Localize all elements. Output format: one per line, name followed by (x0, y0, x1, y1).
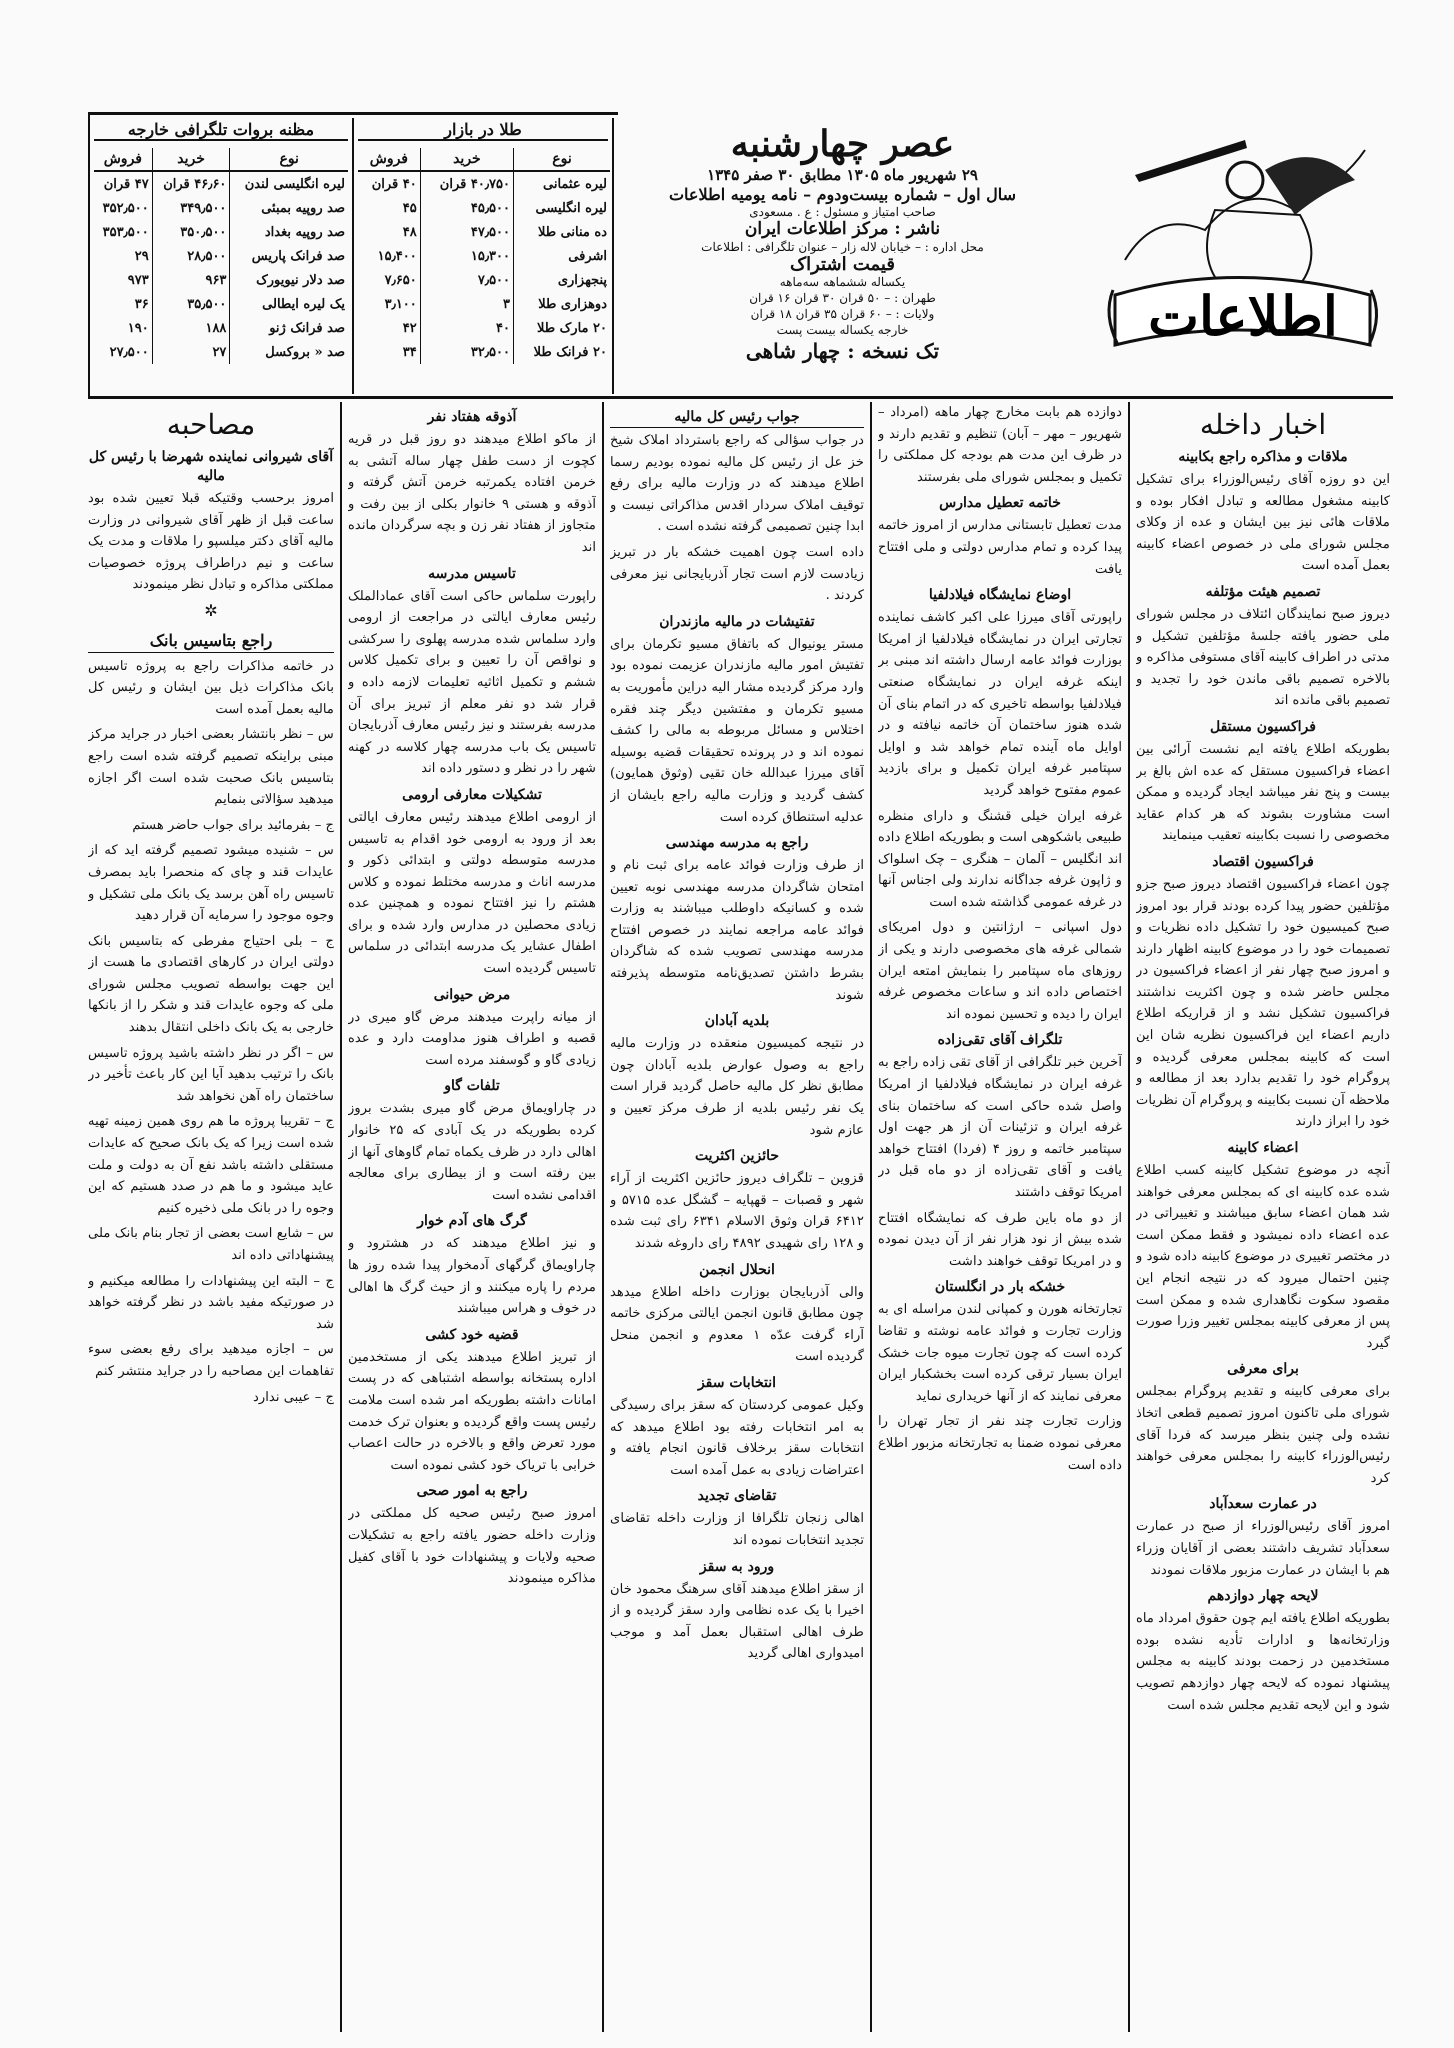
masthead-date: ۲۹ شهریور ماه ۱۳۰۵ مطابق ۳۰ صفر ۱۳۴۵ (707, 166, 978, 184)
article-body: راپورتی آقای میرزا علی اکبر کاشف نماینده تجارتی ایران در نمایشگاه فیلادلفیا از امریکا بوزارت فوائد عامه ارسال داشته اند مبنی بر اینکه غرفه ایران در نمایشگاه صنعتی فیلادلفیا بواسطه تاخیری که در اتمام بنای آن شده هنوز ساختمان آن خاتمه نیافته و در اوایل ماه آینده تمام خواهد شد و اوایل سپتامبر غرفه ایران تکمیل و برای بازدید عموم مفتوح خواهد گردید (878, 610, 1122, 798)
table-cell: لیره انگلیسی لندن (230, 171, 348, 196)
article-body: مدت تعطیل تابستانی مدارس از امروز خاتمه پیدا کرده و تمام مدارس دولتی و ملی افتتاح یافت (878, 518, 1122, 577)
article-title: اوضاع نمایشگاه فیلادلفیا (928, 587, 1072, 604)
table-cell: ۳۵۰٫۵۰۰ (152, 220, 230, 244)
article-body: در چاراویماق مرض گاو میری بشدت بروز کرده بطوریکه در یک آبادی که ۲۵ خانوار اهالی دارد در ظرف یکماه تمام گاوهای آنها از بین رفته است و از بیطاری برای معالجه اقدامی نشده است (348, 1101, 596, 1203)
table-cell: صد روپیه بغداد (230, 220, 348, 244)
article-body: والی آذربایجان بوزارت داخله اطلاع میدهد چون مطابق قانون انجمن ایالتی مرکزی خاتمه آراء گرفت عدّه ۱ معدوم و انجمن منحل گردیده است (610, 1284, 864, 1365)
column-header: فروش (358, 148, 420, 171)
table-cell: ۳ (420, 292, 513, 316)
table-row (94, 340, 348, 364)
article-body: دوازده هم بابت مخارج چهار ماهه (امرداد – شهریور – مهر – آبان) تنظیم و تقدیم دارند و در ظرف این مدت هم بودجه کل مملکتی را تکمیل و بمجلس شورای ملی بفرستند (878, 405, 1122, 485)
table-cell: ۴۶٫۶۰ قران (152, 171, 230, 196)
article-title: راجع به مدرسه مهندسی (665, 835, 809, 852)
table-cell: ۹۷۳ (127, 272, 149, 288)
table-cell: ۲۰ مارک طلا (514, 316, 610, 340)
table-row (94, 268, 348, 292)
article-title: لایحه چهار دوازدهم (1207, 1588, 1319, 1605)
gold-prices-table (358, 148, 610, 364)
article-body: در نتیجه کمیسیون منعقده در وزارت مالیه راجع به وصول عوارض بلدیه آبادان چون مطابق نظر کل مالیه حاصل گردید قرار است یک نفر رئیس بلدیه از طرف مرکز تعیین و عازم شود (610, 1036, 864, 1138)
table-cell: ۴۰ قران (371, 176, 417, 192)
table-row (358, 196, 610, 220)
article-body: بطوریکه اطلاع یافته ایم نشست آرائی بین اعضاء فراکسیون مستقل که عده اش بالغ بر بیست و پنج نفر میباشد ایجاد گردیده و ممکن است مشاورت بشوند که هر کدام عقاید مخصوصی را نسبت بکابینه تعقیب مینمایند (1136, 741, 1390, 844)
tables-divider (352, 118, 354, 394)
interview-answer: ج – البته این پیشنهادات را مطالعه میکنیم و در صورتیکه مفید باشد در نظر گرفته خواهد شد (88, 1273, 334, 1332)
table-row (358, 220, 610, 244)
column-interview (88, 402, 334, 2032)
article-body: تجارتخانه هورن و کمپانی لندن مراسله ای به وزارت تجارت و فوائد عامه نوشته و تقاضا کرده است که چون تجارت میوه جات خشک ایران بسیار ترقی کرده است بخشکبار ایران معرفی نمایند که از آنها خریداری نماید (878, 1302, 1122, 1404)
interview-answer: ج – بفرمائید برای جواب حاضر هستم (132, 817, 334, 833)
fx-rates-table (94, 148, 348, 364)
article-body: از ارومی اطلاع میدهند رئیس معارف ایالتی بعد از ورود به ارومی خود اقدام به تاسیس مدرسه متوسطه دولتی و ابتدائی ذکور و مدرسه اناث و مدرسه مختلط نموده و کلاس هشتم را نیز افتتاح نموده و همچنین عده زیادی محصلین در مدارس وارد شده و برای اطفال عشایر یک مدرسه ابتدائی در سلماس تاسیس گردیده است (348, 809, 596, 977)
table-cell: صد فرانک ژنو (230, 316, 348, 340)
article-title: گرگ های آدم خوار (417, 1213, 527, 1230)
interview-answer: ج – بلی احتیاج مفرطی که بتاسیس بانک دولتی ایران در کارهای اقتصادی ما هست از این جهت بواسطه تصویب مجلس شورای ملی که وجوه عایدات قند و شکر را از بانکها خارجی به یک بانک داخلی انتقال بدهند (88, 933, 334, 1036)
subscription-header: یکساله ششماهه سه‌ماهه (779, 275, 906, 289)
table-cell: اشرفی (514, 244, 610, 268)
table-row (358, 340, 610, 364)
article-body: امروز برحسب وقتیکه قبلا تعیین شده بود ساعت قبل از ظهر آقای شیروانی در وزارت مالیه آقای دکتر میلسپو را ملاقات و مدت یک ساعت و نیم دراطراف پروژه خصوصیات مملکتی مذاکره و تبادل نظر مینمودند (88, 491, 334, 593)
column-header: خرید (420, 148, 513, 171)
table-cell: ۲۹ (134, 248, 149, 264)
article-body: از تبریز اطلاع میدهند یکی از مستخدمین اداره پستخانه بواسطه اشتباهی که در پست امانات داشته بطوریکه امر شده است ملامت رئیس پست واقع گردیده و بعنوان ترک خدمت مورد تعرض واقع و بالاخره در حالت اعصاب خرابی با تریاک خود کشی نموده است (348, 1349, 596, 1473)
article-title: قضیه خود کشی (425, 1326, 519, 1343)
article-title: مرض حیوانی (433, 986, 511, 1003)
table-row (358, 292, 610, 316)
table-cell: ۳٫۱۰۰ (384, 296, 417, 312)
article-title: تلفات گاو (444, 1078, 500, 1095)
table-row (358, 268, 610, 292)
table-cell: دوهزاری طلا (514, 292, 610, 316)
interview-subheading: آقای شیروانی نماینده شهرضا با رئیس کل مالیه (88, 449, 334, 484)
article-body: اهالی زنجان تلگرافا از وزارت داخله تقاضای تجدید انتخابات نموده اند (610, 1511, 864, 1548)
article-body: از دو ماه باین طرف که نمایشگاه افتتاح شده بیش از نود هزار نفر از آن دیدن نموده و در امریکا توقف خواهند داشت (878, 1210, 1122, 1269)
star-ornament-icon: ✲ (204, 600, 218, 620)
section-heading: مصاحبه (166, 408, 256, 441)
article-title: راجع به امور صحی (416, 1483, 528, 1500)
masthead-info (615, 122, 1070, 397)
article-body: دیروز صبح نمایندگان ائتلاف در مجلس شورای ملی حضور یافته جلسهٔ مؤتلفین تشکیل و مدتی در اطراف کابینه آقای مستوفی مذاکره و بالاخره تصمیم باقی ماندن خود را تجدید و تصمیم باقی مانده اند (1136, 606, 1390, 709)
masthead-top-rule (88, 112, 618, 115)
article-title: راجع بتاسیس بانک (88, 630, 334, 653)
article-body: چون اعضاء فراکسیون اقتصاد دیروز صبح جزو مؤتلفین حضور پیدا کرده بودند قرار بود امروز صبح کمیسیون خود را تشکیل داده نظریات و تصمیمات خود را در موضوع کابینه اظهار دارند و امروز صبح چهار نفر از اعضاء فراکسیون در مجلس حاضر شده و چون اکثریت نداشتند فراکسیون تشکیل نشد و از قراریکه اطلاع داریم اعضاء این فراکسیون نظریه شان این است که کابینه بمجلس معرفی گردیده و پروگرام خود را تقدیم بدارد بعد از مطالعه و ملاحظه آن نسبت بکابینه و پروگرام آن نظریات خود را ابراز دارند (1136, 876, 1390, 1130)
article-body: مستر یونیوال که باتفاق مسیو تکرمان برای تفتیش امور مالیه مازندران عزیمت نموده بود وارد مرکز گردیده مشار الیه دراین مأموریت به مسیو تکرمان و مفتشین دیگر چند فقره اختلاس و مسائل مربوطه به مالی را کشف نموده اند و در پرونده تحقیقات قضیه بوسیله آقای میرزا عبدالله خان تقیی (وثوق همایون) کشف گردید و وزارت مالیه راجع بایشان از عدلیه استنطاق کرده است (610, 636, 864, 825)
article-title: تشکیلات معارفی ارومی (402, 786, 542, 803)
article-title: خشکه بار در انگلستان (934, 1279, 1066, 1296)
table-cell: ۴۲ (402, 320, 417, 336)
table-cell: ۲۷٫۵۰۰ (109, 344, 149, 360)
interview-answer: ج – عیبی ندارد (253, 1389, 334, 1405)
table-cell: صد « بروکسل (230, 340, 348, 364)
table-row (358, 316, 610, 340)
article-body: در خاتمه مذاکرات راجع به پروژه تاسیس بانک مذاکرات ذیل بین ایشان و رئیس کل مالیه بعمل آمده است (88, 658, 334, 717)
table-cell: ۴۰٫۷۵۰ قران (420, 171, 513, 196)
article-body: آخرین خبر تلگرافی از آقای تقی زاده راجع به غرفه ایران در نمایشگاه فیلادلفیا از امریکا واصل شده حاکی است که ساختمان بنای غرفه ایران و تزئینات آن از هر جهت اول سپتامبر خاتمه و روز ۴ (فردا) افتتاح خواهد یافت و آقای تقی‌زاده از دو ماه قبل در امریکا توقف داشتند (878, 1055, 1122, 1200)
interview-answer: ج – تقریبا پروژه ما هم روی همین زمینه تهیه شده است زیرا که یک بانک صحیح که عایدات مستقلی داشته باشد نفع آن به دولت و ملت عاید میشود و ما هم در صدد هستیم که این وجوه را در بانک ملی ذخیره کنیم (88, 1114, 334, 1216)
article-body: از میانه راپرت میدهند مرض گاو میری در قصبه و اطراف هنوز مداومت دارد و عده زیادی گاو و گوسفند مرده است (348, 1009, 596, 1068)
table-cell: لیره انگلیسی (514, 196, 610, 220)
article-title: تاسیس مدرسه (428, 565, 516, 582)
article-body: در جواب سؤالی که راجع باسترداد املاک شیخ خز عل از رئیس کل مالیه نموده بودیم رسما اطلاع میدهند که در وزارت مالیه برای رفع توقیف املاک سردار اقدس مذاکراتی نیست و ابدا چنین تصمیمی گرفته نشده است . (610, 433, 864, 535)
table-cell: صد فرانک پاریس (230, 244, 348, 268)
subscription-abroad: خارجه یکساله بیست پست (776, 323, 909, 337)
masthead-owner: صاحب امتیاز و مسئول : ع . مسعودی (749, 205, 936, 219)
article-title: اعضاء کابینه (1227, 1140, 1299, 1157)
article-title: تلگراف آقای تقی‌زاده (937, 1032, 1063, 1049)
table-cell: ۷٫۵۰۰ (420, 268, 513, 292)
fx-table-title: مظنه بروات تلگرافی خارجه (94, 120, 348, 141)
table-cell: صد روپیه بمبئی (230, 196, 348, 220)
subscription-tehran: طهران : – ۵۰ قران ۳۰ قران ۱۶ قران (749, 291, 936, 305)
table-row (94, 316, 348, 340)
article-title: ملاقات و مذاکره راجع بکابینه (1178, 449, 1348, 465)
article-body: وزارت تجارت چند نفر از تجار تهران را معرفی نموده ضمنا به تجارتخانه مزبور اطلاع داده است (878, 1414, 1122, 1473)
column-header: فروش (94, 148, 152, 171)
article-title: فراکسیون اقتصاد (1212, 853, 1314, 870)
masthead-divider (612, 118, 614, 394)
table-cell: ۴۵ (402, 200, 417, 216)
column-header: نوع (514, 148, 610, 171)
table-cell: ۱۵٫۳۰۰ (420, 244, 513, 268)
article-title: تصمیم هیئت مؤتلفه (1205, 583, 1321, 600)
table-cell: ۳۶ (134, 296, 149, 312)
single-copy-price: تک نسخه : چهار شاهی (745, 339, 940, 363)
interview-question: س – اگر در نظر داشته باشید پروژه تاسیس بانک را ترتیب بدهید آیا این کار باعث تأخیر در ساختمان راه آهن نخواهد شد (88, 1045, 334, 1104)
table-cell: ۳۴ (402, 344, 417, 360)
table-cell: ده منانی طلا (514, 220, 610, 244)
table-row (94, 220, 348, 244)
table-cell: ۴۷ قران (103, 176, 149, 192)
article-body: آنچه در موضوع تشکیل کابینه کسب اطلاع شده عده کابینه ای که بمجلس معرفی خواهند شد همان اعضاء سابق میباشند و تغییراتی در عده اعضاء داده نمیشود و فقط ممکن است در مختصر تغییری در موضوع کابینه داده شود و چنین احتمال میرود که در نتیجه انجام این مقصود سکوت نگاهداری شده و ممکن است پس از معرفی کابینه بمجلس تغییر وزرا صورت گیرد (1136, 1163, 1390, 1351)
article-title: خاتمه تعطیل مدارس (939, 495, 1061, 512)
table-cell: ۴۵٫۵۰۰ (420, 196, 513, 220)
column-header: خرید (152, 148, 230, 171)
table-row (94, 196, 348, 220)
article-body: قزوین – تلگراف دیروز حائزین اکثریت از آراء شهر و قصبات – قهپایه – گشگل عده ۵۷۱۵ و ۶۴۱۲ قران وثوق الاسلام ۶۳۴۱ رای ثبت شده و ۱۲۸ رای شهیدی ۴۸۹۲ رای داروغه شدند (610, 1171, 864, 1251)
masthead-day-title: عصر چهارشنبه (730, 123, 955, 165)
table-cell: لیره عثمانی (514, 171, 610, 196)
column-rule (602, 402, 604, 2032)
article-title: ورود به سقز (699, 1558, 775, 1575)
article-body: از سقز اطلاع میدهند آقای سرهنگ محمود خان اخیرا با یک عده نظامی وارد سقز گردیده و از طرف اهالی استقبال بعمل آمد و موجب امیدواری اهالی گردید (610, 1581, 864, 1662)
article-title: تقاضای تجدید (697, 1488, 777, 1505)
table-cell: ۲۰ فرانک طلا (514, 340, 610, 364)
table-cell: ۱۵٫۴۰۰ (377, 248, 417, 264)
masthead-office: محل اداره : – خیابان لاله زار – عنوان تلگرافی : اطلاعات (701, 240, 984, 254)
article-title: تفتیشات در مالیه مازندران (659, 613, 815, 630)
table-cell: ۱۸۸ (152, 316, 230, 340)
article-body: از ماکو اطلاع میدهند دو روز قبل در قریه کچوت از دست طفل چهار ساله آتشی به خرمن افتاده یکمرتبه خرمن آتش گرفته و آذوقه و هستی ۹ خانوار بکلی از بین رفت و متجاوز از هفتاد نفر زن و بچه سرگردان مانده اند (348, 432, 596, 555)
masthead-issue: سال اول – شماره بیست‌ودوم – نامه یومیه اطلاعات (668, 185, 1017, 204)
table-cell: ۴۸ (402, 224, 417, 240)
table-cell: ۳۵٫۵۰۰ (152, 292, 230, 316)
table-cell: ۳۴۹٫۵۰۰ (152, 196, 230, 220)
gold-table-title: طلا در بازار (358, 120, 608, 141)
logo-text: اطلاعات (1148, 284, 1338, 348)
article-title: انحلال انجمن (699, 1261, 775, 1278)
table-header-row (94, 148, 348, 171)
table-row (358, 244, 610, 268)
table-cell: صد دلار نیویورک (230, 268, 348, 292)
table-cell: ۴۰ (420, 316, 513, 340)
interview-question: س – شایع است بعضی از تجار بنام بانک ملی پیشنهاداتی داده اند (88, 1226, 334, 1263)
column-rule (870, 402, 872, 2032)
table-cell: ۲۸٫۵۰۰ (152, 244, 230, 268)
table-cell: ۳۵۳٫۵۰۰ (102, 224, 149, 240)
table-cell: یک لیره ایطالی (230, 292, 348, 316)
subscription-provinces: ولایات : – ۶۰ قران ۳۵ قران ۱۸ قران (750, 307, 935, 321)
article-body: راپورت سلماس حاکی است آقای عمادالملک رئیس معارف ایالتی در مراجعت از ارومی وارد سلماس شده مدرسه پهلوی را سرکشی و نواقص آن را تعیین و برای تکمیل کلاس ششم و تکمیل اثاثیه تعلیمات لازمه داده و قرار شد دو نفر معلم از تبریز برای آن مدرسه بفرستند و نیز رئیس معارف آذربایجان تاسیس یک باب مدرسه چهار کلاسه در کهنه شهر را در نظر و دستور داده اند (348, 588, 596, 777)
table-cell: پنجهزاری (514, 268, 610, 292)
article-title: بلدیه آبادان (704, 1013, 770, 1030)
article-title: جواب رئیس کل مالیه (610, 408, 864, 428)
column-four (348, 402, 596, 2032)
article-body: غرفه ایران خیلی قشنگ و دارای منظره طبیعی باشکوهی است و بطوریکه اطلاع داده اند انگلیس – آلمان – هنگری – چک اسلواک و ژاپون غرفه جداگانه ندارند ولی اجناس آنها در غرفه عمومی گذاشته شده است (878, 808, 1122, 910)
article-title: حائزین اکثریت (694, 1148, 780, 1165)
table-row (94, 292, 348, 316)
article-body: دول اسپانی – ارژانتین و دول امریکای شمالی غرفه های مخصوصی دارند و یکی از روزهای ماه سپتامبر را بنمایش امتعه ایران اختصاص داده اند و ساعات مخصوص غرفه ایران را دیده و تحسین نموده اند (878, 920, 1122, 1022)
table-row (94, 244, 348, 268)
table-cell: ۷٫۶۵۰ (384, 272, 417, 288)
article-body: و نیز اطلاع میدهند که در هشترود و چاراویماق گرگهای آدمخوار پیدا شده روز ها مردم را پاره میکنند و از حیث گرگ ها اهالی در خوف و هراس میباشند (348, 1236, 596, 1317)
article-title: آذوقه هفتاد نفر (427, 409, 517, 425)
article-body: بطوریکه اطلاع یافته ایم چون حقوق امرداد ماه وزارتخانه‌ها و ادارات تأدیه نشده بوده مستخدمین در زحمت بودند کابینه به مجلس پیشنهاد نموده که لایحه چهار دوازدهم تصویب شود و این لایحه تقدیم مجلس شده است (1136, 1611, 1390, 1713)
tables-left-border (88, 112, 90, 396)
article-body: امروز آقای رئیس‌الوزراء از صبح در عمارت سعدآباد تشریف داشتند بعضی از آقایان وزراء هم با ایشان در عمارت مزبور ملاقات نمودند (1136, 1519, 1390, 1578)
article-body: این دو روزه آقای رئیس‌الوزراء برای تشکیل کابینه مشغول مطالعه و تبادل افکار بوده و ملاقات هائی نیز بین ایشان و عده از وکلای مجلس شورای ملی در خصوص اعضاء کابینه بعمل آمده است (1136, 472, 1390, 574)
logo (1095, 120, 1385, 355)
column-rule (1128, 402, 1130, 2032)
angel-trumpet-icon (1095, 120, 1385, 355)
article-title: انتخابات سقز (697, 1374, 777, 1391)
article-title: در عمارت سعدآباد (1209, 1496, 1317, 1513)
interview-question: س – نظر بانتشار بعضی اخبار در جراید مرکز مبنی براینکه تصمیم گرفته شده است راجع بتاسیس بانک صحبت شده است اگر اجازه میدهید سؤالاتی بنمایم (88, 727, 334, 808)
table-cell: ۳۵۲٫۵۰۰ (102, 200, 149, 216)
article-title: فراکسیون مستقل (1210, 718, 1316, 735)
column-two (878, 402, 1122, 2032)
table-header-row (358, 148, 610, 171)
table-cell: ۹۶۳ (152, 268, 230, 292)
table-cell: ۲۷ (152, 340, 230, 364)
interview-question: س – اجازه میدهید برای رفع بعضی سوء تفاهمات این مصاحبه را در جراید منتشر کنم (88, 1342, 334, 1379)
table-row (358, 171, 610, 196)
table-cell: ۱۹۰ (127, 320, 149, 336)
column-internal-news (1136, 402, 1390, 2032)
table-row (94, 171, 348, 196)
article-body: داده است چون اهمیت خشکه بار در تبریز زیادست لازم است تجار آذربایجانی نیز معرفی کردند . (610, 544, 864, 604)
subscription-title: قیمت اشتراک (790, 254, 895, 275)
column-header: نوع (230, 148, 348, 171)
table-cell: ۳۲٫۵۰۰ (420, 340, 513, 364)
article-body: وکیل عمومی کردستان که سقز برای رسیدگی به امر انتخابات رفته بود اطلاع میدهد که انتخابات سقز برخلاف قانون انجام یافته و اعتراضات زیادی به عمل آمده است (610, 1397, 864, 1478)
interview-question: س – شنیده میشود تصمیم گرفته اید که از عایدات قند و چای که منحصرا باید بمصرف تاسیس راه آهن برسد یک بانک ملی تشکیل و وجوه موجود را سرمایه آن قرار دهید (88, 843, 334, 924)
section-heading: اخبار داخله (1199, 408, 1327, 441)
masthead-publisher: ناشر : مرکز اطلاعات ایران (744, 219, 941, 239)
column-rule (340, 402, 342, 2032)
article-body: امروز صبح رئیس صحیه کل مملکتی در وزارت داخله حضور یافته راجع به تشکیلات صحیه ولایات و پیشنهادات خود با آقای کفیل مذاکره مینمودند (348, 1506, 596, 1587)
article-title: برای معرفی (1227, 1361, 1299, 1378)
article-body: برای معرفی کابینه و تقدیم پروگرام بمجلس شورای ملی تاکنون امروز تصمیم قطعی اتخاذ نشده ولی چنین بنظر میرسد که فردا آقای رئیس‌الوزراء کابینه را بمجلس معرفی خواهند کرد (1136, 1384, 1390, 1486)
column-three (610, 402, 864, 2032)
table-cell: ۴۷٫۵۰۰ (420, 220, 513, 244)
article-body: از طرف وزارت فوائد عامه برای ثبت نام و امتحان شاگردان مدرسه مهندسی نوبه تعیین شده و کسانیکه داوطلب میباشند به وزارت فوائد عامه مراجعه نمایند در خصوص افتتاح مدرسه مهندسی تصویب شده که شاگردان بشرط داشتن تصدیق‌نامه متوسطه پذیرفته شوند (610, 858, 864, 1003)
